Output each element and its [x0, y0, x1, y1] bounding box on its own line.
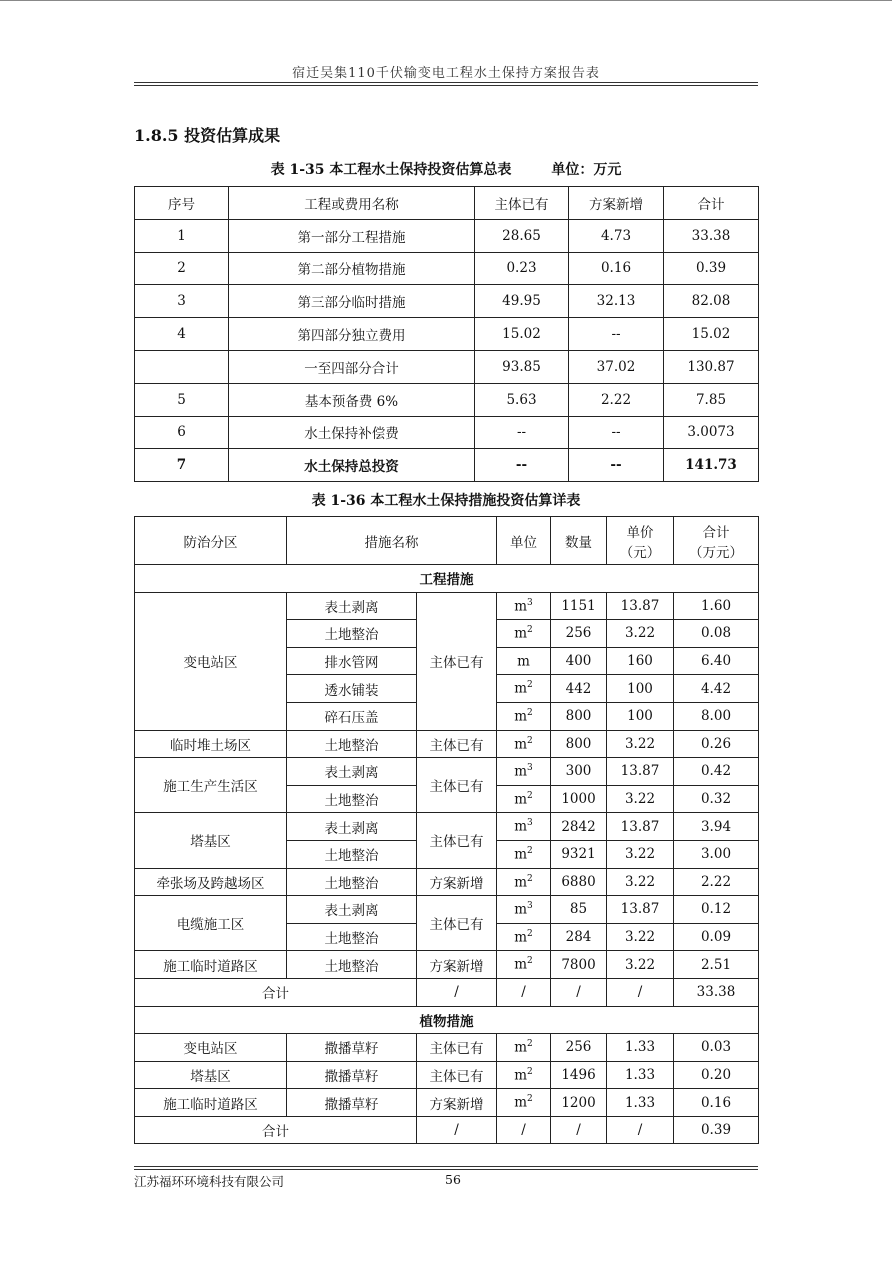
unit-exponent: 2 — [527, 680, 533, 691]
cell-index: 5 — [135, 383, 229, 416]
table-row — [135, 868, 759, 896]
cell-new: 0.16 — [569, 252, 664, 285]
cell-existing: 93.85 — [475, 350, 569, 383]
price-cell: 13.87 — [607, 758, 674, 786]
qty-cell: 1151 — [551, 592, 607, 620]
qty-cell: 6880 — [551, 868, 607, 896]
header-rule — [134, 82, 758, 83]
unit-cell — [497, 620, 551, 648]
unit-cell — [497, 647, 551, 675]
unit-text: m — [517, 653, 530, 670]
cell-existing: 0.23 — [475, 252, 569, 285]
qty-cell: 7800 — [551, 951, 607, 979]
cell-name: 第三部分临时措施 — [229, 285, 475, 318]
unit-cell — [497, 1089, 551, 1117]
unit-cell — [497, 785, 551, 813]
cell-existing: 5.63 — [475, 383, 569, 416]
unit-exponent: 2 — [527, 735, 533, 746]
table1-unit: 单位：万元 — [551, 162, 622, 178]
unit-text: m — [514, 763, 528, 780]
header-rule — [134, 85, 758, 86]
measure-cell: 表土剥离 — [287, 813, 417, 841]
subtotal-label: 合计 — [135, 978, 417, 1006]
cell-index: 3 — [135, 285, 229, 318]
qty-cell: 284 — [551, 923, 607, 951]
header-cell: 数量 — [551, 517, 607, 565]
table-row — [135, 592, 759, 620]
source-cell: 主体已有 — [417, 1034, 497, 1062]
zone-cell: 临时堆土场区 — [135, 730, 287, 758]
price-cell: 3.22 — [607, 730, 674, 758]
unit-cell — [497, 592, 551, 620]
qty-cell: 442 — [551, 675, 607, 703]
cell-total: 0.39 — [664, 252, 759, 285]
slash-cell: / — [551, 1116, 607, 1144]
footer-rule — [134, 1169, 758, 1170]
slash-cell: / — [417, 978, 497, 1006]
zone-cell: 牵张场及跨越场区 — [135, 868, 287, 896]
unit-cell — [497, 675, 551, 703]
cell-new: 4.73 — [569, 219, 664, 252]
running-header: 宿迁吴集110千伏输变电工程水土保持方案报告表 — [292, 66, 600, 81]
source-cell: 方案新增 — [417, 868, 497, 896]
header-cell: 工程或费用名称 — [229, 187, 475, 220]
zone-cell: 电缆施工区 — [135, 896, 287, 951]
price-cell: 1.33 — [607, 1061, 674, 1089]
unit-exponent: 2 — [527, 873, 533, 884]
cell-total: 7.85 — [664, 383, 759, 416]
unit-exponent: 2 — [527, 956, 533, 967]
unit-text: m — [514, 736, 528, 753]
total-cell: 0.32 — [674, 785, 759, 813]
cell-name: 第一部分工程措施 — [229, 219, 475, 252]
header-cell: 主体已有 — [475, 187, 569, 220]
section-label-engineering: 工程措施 — [135, 565, 759, 593]
subtotal-value: 33.38 — [674, 978, 759, 1006]
qty-cell: 800 — [551, 702, 607, 730]
cell-new: 32.13 — [569, 285, 664, 318]
total-cell: 2.22 — [674, 868, 759, 896]
measure-cell: 碎石压盖 — [287, 702, 417, 730]
qty-cell: 85 — [551, 896, 607, 924]
price-cell: 13.87 — [607, 896, 674, 924]
unit-text: m — [514, 874, 528, 891]
unit-text: m — [514, 1094, 528, 1111]
cell-name: 第二部分植物措施 — [229, 252, 475, 285]
header-cell: 方案新增 — [569, 187, 664, 220]
grand-total-row — [135, 449, 759, 482]
cell-name: 水土保持总投资 — [229, 449, 475, 482]
source-cell: 主体已有 — [417, 758, 497, 813]
unit-cell — [497, 951, 551, 979]
section-label-plant: 植物措施 — [135, 1006, 759, 1034]
unit-text: m — [514, 680, 528, 697]
table-row — [135, 350, 759, 383]
unit-cell — [497, 840, 551, 868]
measure-cell: 表土剥离 — [287, 896, 417, 924]
price-cell: 1.33 — [607, 1089, 674, 1117]
unit-cell — [497, 702, 551, 730]
unit-text: m — [514, 1039, 528, 1056]
header-cell — [607, 517, 674, 565]
unit-text: m — [514, 598, 528, 615]
measure-cell: 土地整治 — [287, 840, 417, 868]
table-row — [135, 730, 759, 758]
cell-name: 基本预备费 6% — [229, 383, 475, 416]
table-row — [135, 416, 759, 449]
table2-caption: 表 1-36 本工程水土保持措施投资估算详表 — [311, 493, 581, 509]
qty-cell: 9321 — [551, 840, 607, 868]
measure-cell: 撒播草籽 — [287, 1089, 417, 1117]
zone-cell: 变电站区 — [135, 1034, 287, 1062]
source-cell: 主体已有 — [417, 592, 497, 730]
slash-cell: / — [607, 978, 674, 1006]
cell-new: -- — [569, 416, 664, 449]
qty-cell: 300 — [551, 758, 607, 786]
slash-cell: / — [497, 1116, 551, 1144]
cell-new: -- — [569, 318, 664, 351]
measure-detail-table — [134, 516, 759, 1144]
total-cell: 3.00 — [674, 840, 759, 868]
total-cell: 0.12 — [674, 896, 759, 924]
investment-summary-table — [134, 186, 759, 482]
price-cell: 3.22 — [607, 785, 674, 813]
price-cell: 100 — [607, 675, 674, 703]
table-header-row — [135, 187, 759, 220]
unit-text: m — [514, 901, 528, 918]
cell-new: 2.22 — [569, 383, 664, 416]
cell-name: 第四部分独立费用 — [229, 318, 475, 351]
unit-exponent: 2 — [527, 845, 533, 856]
qty-cell: 2842 — [551, 813, 607, 841]
total-cell: 0.08 — [674, 620, 759, 648]
unit-exponent: 3 — [527, 597, 533, 608]
total-cell: 4.42 — [674, 675, 759, 703]
unit-exponent: 3 — [527, 901, 533, 912]
unit-exponent: 3 — [527, 763, 533, 774]
unit-exponent: 2 — [527, 1094, 533, 1105]
measure-cell: 排水管网 — [287, 647, 417, 675]
cell-total: 141.73 — [664, 449, 759, 482]
table-row — [135, 1089, 759, 1117]
section-heading: 1.8.5 投资估算成果 — [134, 126, 281, 145]
header-cell: 单位 — [497, 517, 551, 565]
source-cell: 主体已有 — [417, 896, 497, 951]
footer-company: 江苏福环环境科技有限公司 — [134, 1174, 285, 1189]
unit-text: m — [514, 625, 528, 642]
total-cell: 6.40 — [674, 647, 759, 675]
unit-text: m — [514, 708, 528, 725]
unit-text: m — [514, 791, 528, 808]
total-cell: 0.16 — [674, 1089, 759, 1117]
cell-total: 33.38 — [664, 219, 759, 252]
table-row — [135, 951, 759, 979]
zone-cell: 塔基区 — [135, 813, 287, 868]
zone-cell: 施工临时道路区 — [135, 1089, 287, 1117]
cell-index: 6 — [135, 416, 229, 449]
page-top-edge — [0, 0, 892, 1]
price-cell: 3.22 — [607, 951, 674, 979]
unit-cell — [497, 758, 551, 786]
total-cell: 3.94 — [674, 813, 759, 841]
unit-cell — [497, 923, 551, 951]
measure-cell: 撒播草籽 — [287, 1034, 417, 1062]
cell-existing: 49.95 — [475, 285, 569, 318]
measure-cell: 透水铺装 — [287, 675, 417, 703]
unit-cell — [497, 1061, 551, 1089]
unit-cell — [497, 1034, 551, 1062]
total-cell: 8.00 — [674, 702, 759, 730]
qty-cell: 1200 — [551, 1089, 607, 1117]
header-cell — [674, 517, 759, 565]
source-cell: 方案新增 — [417, 951, 497, 979]
cell-total: 82.08 — [664, 285, 759, 318]
total-cell: 2.51 — [674, 951, 759, 979]
table-row — [135, 758, 759, 786]
cell-index: 7 — [135, 449, 229, 482]
cell-new: -- — [569, 449, 664, 482]
measure-cell: 表土剥离 — [287, 592, 417, 620]
subtotal-row — [135, 1116, 759, 1144]
zone-cell: 塔基区 — [135, 1061, 287, 1089]
total-cell: 0.03 — [674, 1034, 759, 1062]
cell-total: 15.02 — [664, 318, 759, 351]
total-cell: 1.60 — [674, 592, 759, 620]
cell-name: 水土保持补偿费 — [229, 416, 475, 449]
table1-caption-text: 表 1-35 本工程水土保持投资估算总表 — [270, 162, 512, 178]
table-row — [135, 219, 759, 252]
unit-text: m — [514, 956, 528, 973]
cell-existing: 28.65 — [475, 219, 569, 252]
price-cell: 3.22 — [607, 840, 674, 868]
measure-cell: 土地整治 — [287, 923, 417, 951]
measure-cell: 土地整治 — [287, 868, 417, 896]
measure-cell: 土地整治 — [287, 785, 417, 813]
table-row — [135, 285, 759, 318]
price-cell: 160 — [607, 647, 674, 675]
unit-cell — [497, 868, 551, 896]
measure-cell: 土地整治 — [287, 730, 417, 758]
header-price-line1: 单价 — [626, 524, 654, 541]
qty-cell: 1496 — [551, 1061, 607, 1089]
unit-exponent: 3 — [527, 818, 533, 829]
price-cell: 13.87 — [607, 813, 674, 841]
price-cell: 3.22 — [607, 620, 674, 648]
header-cell: 措施名称 — [287, 517, 497, 565]
qty-cell: 256 — [551, 1034, 607, 1062]
source-cell: 主体已有 — [417, 813, 497, 868]
cell-existing: -- — [475, 416, 569, 449]
price-cell: 3.22 — [607, 868, 674, 896]
cell-total: 130.87 — [664, 350, 759, 383]
price-cell: 3.22 — [607, 923, 674, 951]
cell-total: 3.0073 — [664, 416, 759, 449]
cell-existing: 15.02 — [475, 318, 569, 351]
section-row — [135, 565, 759, 593]
unit-cell — [497, 813, 551, 841]
qty-cell: 400 — [551, 647, 607, 675]
measure-cell: 表土剥离 — [287, 758, 417, 786]
source-cell: 主体已有 — [417, 730, 497, 758]
footer-rule — [134, 1166, 758, 1167]
qty-cell: 1000 — [551, 785, 607, 813]
unit-exponent: 2 — [527, 625, 533, 636]
slash-cell: / — [551, 978, 607, 1006]
measure-cell: 土地整治 — [287, 620, 417, 648]
cell-new: 37.02 — [569, 350, 664, 383]
total-cell: 0.26 — [674, 730, 759, 758]
cell-index — [135, 350, 229, 383]
qty-cell: 256 — [551, 620, 607, 648]
table-header-row — [135, 517, 759, 565]
unit-cell — [497, 730, 551, 758]
zone-cell: 变电站区 — [135, 592, 287, 730]
table-row — [135, 252, 759, 285]
header-price-line2: （元） — [619, 544, 661, 561]
price-cell: 100 — [607, 702, 674, 730]
header-cell: 序号 — [135, 187, 229, 220]
cell-index: 4 — [135, 318, 229, 351]
slash-cell: / — [497, 978, 551, 1006]
subtotal-value: 0.39 — [674, 1116, 759, 1144]
total-cell: 0.42 — [674, 758, 759, 786]
measure-cell: 土地整治 — [287, 951, 417, 979]
total-cell: 0.09 — [674, 923, 759, 951]
price-cell: 1.33 — [607, 1034, 674, 1062]
table-row — [135, 1061, 759, 1089]
table-row — [135, 896, 759, 924]
unit-exponent: 2 — [527, 790, 533, 801]
table-row — [135, 318, 759, 351]
slash-cell: / — [607, 1116, 674, 1144]
qty-cell: 800 — [551, 730, 607, 758]
unit-text: m — [514, 818, 528, 835]
unit-cell — [497, 896, 551, 924]
unit-exponent: 2 — [527, 1039, 533, 1050]
cell-index: 1 — [135, 219, 229, 252]
subtotal-row — [135, 978, 759, 1006]
total-cell: 0.20 — [674, 1061, 759, 1089]
unit-exponent: 2 — [527, 1066, 533, 1077]
cell-name: 一至四部分合计 — [229, 350, 475, 383]
unit-text: m — [514, 1067, 528, 1084]
source-cell: 方案新增 — [417, 1089, 497, 1117]
table1-caption — [134, 159, 758, 179]
unit-exponent: 2 — [527, 708, 533, 719]
zone-cell: 施工生产生活区 — [135, 758, 287, 813]
source-cell: 主体已有 — [417, 1061, 497, 1089]
cell-index: 2 — [135, 252, 229, 285]
header-total-line1: 合计 — [702, 524, 730, 541]
zone-cell: 施工临时道路区 — [135, 951, 287, 979]
price-cell: 13.87 — [607, 592, 674, 620]
subtotal-label: 合计 — [135, 1116, 417, 1144]
table-row — [135, 383, 759, 416]
unit-exponent: 2 — [527, 928, 533, 939]
page-number: 56 — [445, 1172, 461, 1187]
table-row — [135, 1034, 759, 1062]
table-row — [135, 813, 759, 841]
cell-existing: -- — [475, 449, 569, 482]
measure-cell: 撒播草籽 — [287, 1061, 417, 1089]
header-total-line2: （万元） — [689, 544, 743, 561]
header-cell: 合计 — [664, 187, 759, 220]
slash-cell: / — [417, 1116, 497, 1144]
header-cell: 防治分区 — [135, 517, 287, 565]
section-row — [135, 1006, 759, 1034]
unit-text: m — [514, 929, 528, 946]
unit-text: m — [514, 846, 528, 863]
